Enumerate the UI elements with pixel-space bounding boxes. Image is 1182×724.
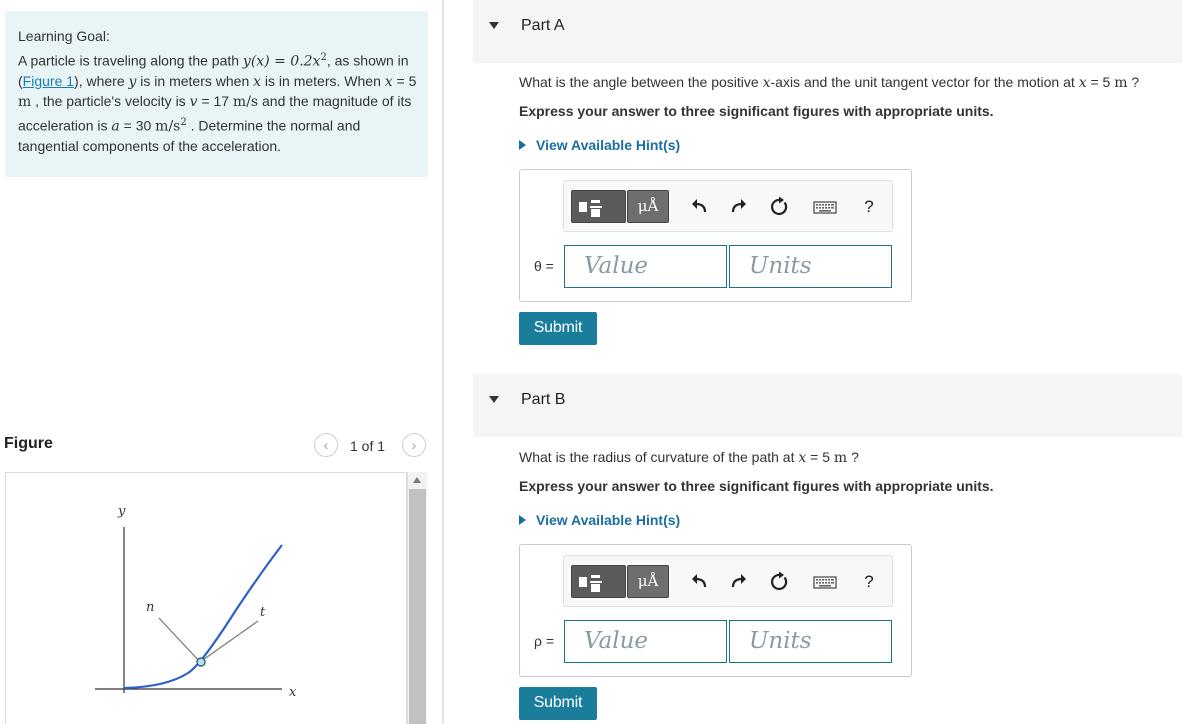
part-a-hint-link[interactable]: [519, 137, 680, 153]
reset-icon[interactable]: [767, 570, 793, 594]
caret-right-icon: [519, 515, 526, 525]
part-a-q-math-x2: x: [1078, 75, 1087, 91]
part-b-question: [519, 449, 859, 466]
goal-text-5: is in meters. When: [261, 72, 385, 89]
tangent-label: t: [260, 605, 266, 620]
figure-page-count: 1 of 1: [350, 438, 386, 454]
goal-math-path: y(x) = 0.2x: [242, 53, 321, 70]
keyboard-icon[interactable]: [812, 570, 838, 594]
goal-text-9: and the magnitude of its acceleration is: [18, 93, 412, 134]
learning-goal-text: [18, 48, 418, 157]
goal-text-6: = 5: [392, 72, 417, 89]
normal-label: n: [146, 600, 155, 615]
part-b-submit-button[interactable]: Submit: [519, 687, 597, 720]
scroll-thumb[interactable]: [409, 489, 426, 724]
figure-next-button[interactable]: [402, 433, 426, 457]
templates-icon[interactable]: [571, 565, 626, 598]
reset-icon[interactable]: [767, 195, 793, 219]
redo-icon[interactable]: [726, 570, 752, 594]
goal-text-3: ), where: [74, 72, 129, 89]
goal-math-sup: 2: [320, 51, 327, 63]
right-panel: [473, 0, 1182, 724]
templates-icon[interactable]: [571, 190, 626, 223]
part-a-instruction: Express your answer to three significant figures with appropriate units.: [519, 103, 994, 119]
figure-scrollbar[interactable]: [407, 472, 427, 724]
goal-math-y: y: [128, 73, 137, 90]
part-a-header[interactable]: [473, 0, 1182, 63]
goal-math-v: v: [189, 94, 198, 111]
part-a-title: Part A: [521, 17, 565, 34]
goal-text-1: A particle is traveling along the path: [18, 52, 243, 69]
units-icon[interactable]: μÅ: [627, 190, 669, 223]
part-a-q-unit: m: [1114, 75, 1128, 91]
part-b-value-input[interactable]: Value: [564, 620, 727, 663]
part-a-q-text-4: ?: [1127, 74, 1140, 90]
scroll-up-arrow-icon[interactable]: [413, 477, 421, 483]
part-a-question: [519, 74, 1139, 91]
undo-icon[interactable]: [686, 195, 712, 219]
goal-unit-m: m: [18, 94, 32, 111]
part-b-header[interactable]: [473, 374, 1182, 437]
learning-goal-box: [5, 11, 428, 177]
redo-icon[interactable]: [726, 195, 752, 219]
goal-text-4: is in meters when: [136, 72, 254, 89]
goal-unit-sup: 2: [180, 116, 187, 128]
part-b-q-text-3: ?: [847, 449, 859, 465]
goal-math-x2: x: [384, 73, 393, 90]
figure-prev-button[interactable]: [314, 433, 338, 457]
left-panel: [0, 0, 444, 724]
part-a-q-text-1: What is the angle between the positive: [519, 74, 763, 90]
figure-title: Figure: [4, 435, 53, 452]
chevron-right-icon: ›: [411, 437, 417, 453]
part-b-instruction: Express your answer to three significant figures with appropriate units.: [519, 478, 994, 494]
part-a-math-toolbar: [563, 180, 893, 232]
path-curve: [124, 545, 282, 688]
part-b-math-toolbar: [563, 555, 893, 607]
goal-text-10: = 30: [119, 117, 156, 134]
y-axis-label: y: [118, 504, 126, 519]
help-icon[interactable]: ?: [864, 197, 874, 216]
caret-right-icon: [519, 140, 526, 150]
part-b-q-unit: m: [833, 450, 848, 466]
part-b-title: Part B: [521, 391, 566, 408]
goal-unit-ms: m/s: [232, 94, 259, 111]
part-b-answer-label: ρ =: [534, 633, 555, 649]
tangent-vector-line: [200, 621, 258, 662]
part-a-units-input[interactable]: Units: [729, 245, 892, 288]
caret-down-icon: [489, 396, 499, 403]
part-b-q-text-1: What is the radius of curvature of the path at: [519, 449, 799, 465]
figure-link[interactable]: Figure 1: [22, 72, 75, 89]
goal-text-8: = 17: [197, 93, 233, 110]
help-icon[interactable]: ?: [864, 572, 874, 591]
undo-icon[interactable]: [686, 570, 712, 594]
part-b-hint-label: View Available Hint(s): [536, 512, 681, 528]
chevron-left-icon: ‹: [323, 437, 329, 453]
normal-vector-line: [159, 618, 200, 662]
goal-text-2: , as shown in (: [18, 52, 409, 89]
panel-divider: [442, 0, 444, 724]
part-a-q-text-3: = 5: [1086, 74, 1115, 90]
keyboard-icon[interactable]: [812, 195, 838, 219]
part-b-q-math-x: x: [798, 450, 807, 466]
part-b-units-input[interactable]: Units: [729, 620, 892, 663]
part-b-q-text-2: = 5: [806, 449, 834, 465]
part-b-answer-box: [519, 544, 912, 677]
learning-goal-title: Learning Goal:: [18, 28, 110, 44]
figure-diagram: [6, 473, 407, 724]
goal-text-7: , the particle's velocity is: [31, 93, 190, 110]
caret-down-icon: [489, 22, 499, 29]
part-a-answer-box: [519, 169, 912, 302]
part-a-q-math-x: x: [762, 75, 771, 91]
x-axis-label: x: [289, 685, 297, 700]
part-b-hint-link[interactable]: [519, 512, 680, 528]
part-a-submit-button[interactable]: Submit: [519, 312, 597, 345]
figure-header: [4, 432, 428, 460]
part-a-q-text-2: -axis and the unit tangent vector for the motion at: [770, 74, 1079, 90]
part-a-value-input[interactable]: Value: [564, 245, 727, 288]
particle-marker: [197, 658, 205, 666]
figure-panel: [5, 472, 407, 724]
part-a-answer-label: θ =: [534, 258, 554, 274]
goal-text-11: . Determine the normal and tangential components of the acceleration.: [18, 117, 361, 154]
goal-math-a: a: [111, 118, 120, 135]
goal-unit-ms2: m/s: [155, 118, 181, 135]
part-a-hint-label: View Available Hint(s): [536, 137, 681, 153]
goal-math-x: x: [253, 73, 262, 90]
units-icon[interactable]: μÅ: [627, 565, 669, 598]
